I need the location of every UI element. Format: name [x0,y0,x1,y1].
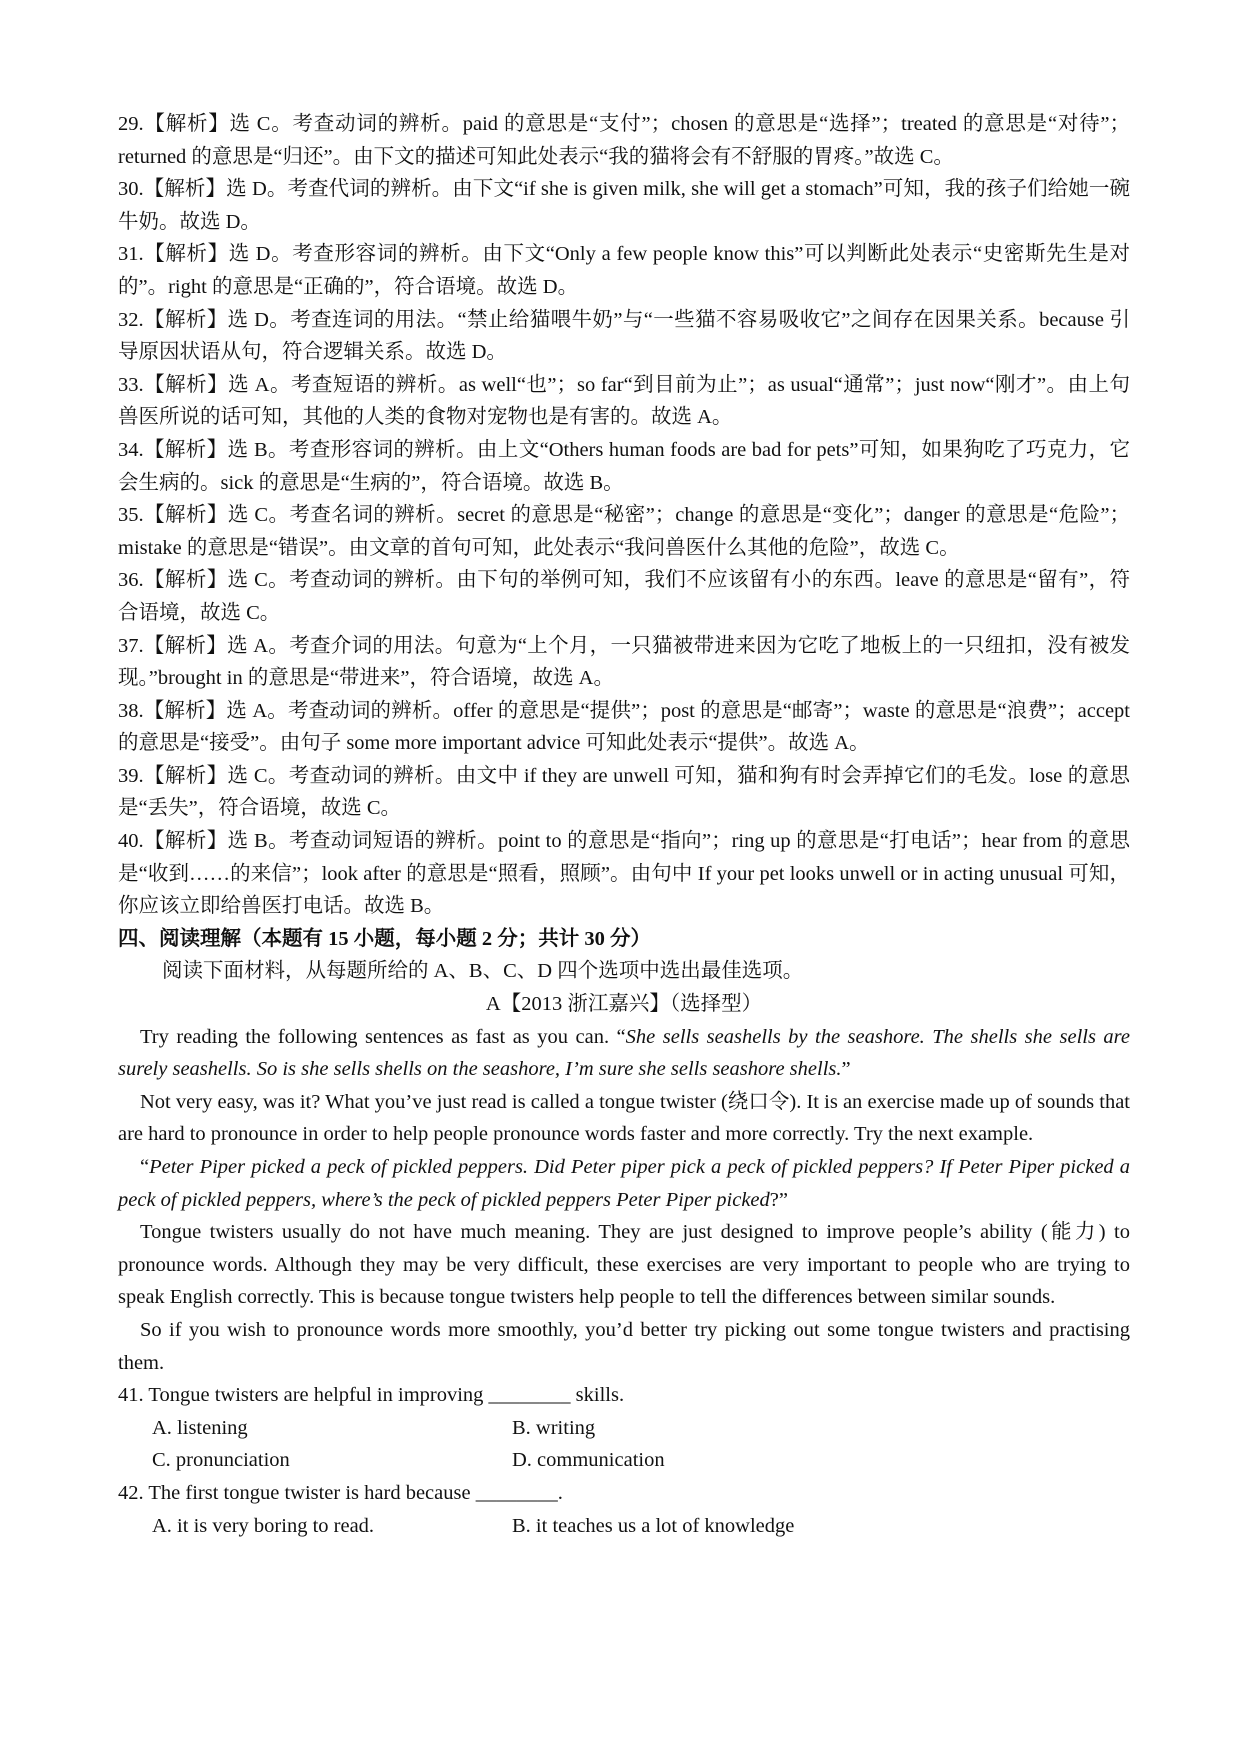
answer-38: 38.【解析】选 A。考查动词的辨析。offer 的意思是“提供”；post 的意思是“邮寄”；waste 的意思是“浪费”；accept 的意思是“接受”。由句子 some more important advice 可知此处表示“提供”。故选 A。 [118,699,1130,755]
question-41-options-row-1 [118,1412,1130,1445]
question-42-stem: 42. The first tongue twister is hard because ________. [118,1481,563,1504]
p3-italic: Peter Piper picked a peck of pickled peppers. Did Peter piper pick a peck of pickled peppers? If Peter Piper picked a peck of pickled peppers, where’s the peck of pickled peppers Peter Piper picked [118,1156,1130,1211]
answer-33: 33.【解析】选 A。考查短语的辨析。as well“也”；so far“到目前为止”；as usual“通常”；just now“刚才”。由上句兽医所说的话可知，其他的人类的食物对宠物也是有害的。故选 A。 [118,373,1130,429]
passage-paragraph-1 [118,1021,1130,1086]
question-41-options-row-2 [118,1444,1130,1477]
question-42-options-row-1 [118,1510,1130,1543]
option-41-d: D. communication [512,1449,665,1472]
answer-29: 29.【解析】选 C。考查动词的辨析。paid 的意思是“支付”；chosen 的意思是“选择”；treated 的意思是“对待”；returned 的意思是“归还”。由下文的描述可知此处表示“我的猫将会有不舒服的胃疼。”故选 C。 [118,113,1130,168]
passage-title: A【2013 浙江嘉兴】（选择型） [485,993,763,1016]
section-heading: 四、阅读理解（本题有 15 小题，每小题 2 分；共计 30 分） [118,927,651,950]
option-41-c: C. pronunciation [152,1449,290,1472]
passage-paragraph-2: Not very easy, was it? What you’ve just read is called a tongue twister (绕口令). It is an exercise made up of sounds that are hard to pronounce in order to help people pronounce words faster and more correctly. Try the next example. [118,1090,1130,1146]
p3-tail: ?” [769,1188,788,1211]
p1-tail: ” [841,1058,851,1081]
passage-paragraph-5: So if you wish to pronounce words more smoothly, you’d better try picking out some tongue twisters and practising them. [118,1318,1130,1374]
answer-36: 36.【解析】选 C。考查动词的辨析。由下句的举例可知，我们不应该留有小的东西。leave 的意思是“留有”，符合语境，故选 C。 [118,569,1130,624]
passage-paragraph-3 [118,1151,1130,1216]
answer-32: 32.【解析】选 D。考查连词的用法。“禁止给猫喂牛奶”与“一些猫不容易吸收它”之间存在因果关系。because 引导原因状语从句，符合逻辑关系。故选 D。 [118,308,1130,364]
question-41-stem: 41. Tongue twisters are helpful in improving ________ skills. [118,1384,625,1407]
answer-34: 34.【解析】选 B。考查形容词的辨析。由上文“Others human foods are bad for pets”可知，如果狗吃了巧克力，它会生病的。sick 的意思是“生病的”，符合语境。故选 B。 [118,438,1130,494]
p3-lead: “ [140,1156,150,1178]
answer-40: 40.【解析】选 B。考查动词短语的辨析。point to 的意思是“指向”；ring up 的意思是“打电话”；hear from 的意思是“收到……的来信”；look after 的意思是“照看，照顾”。由句中 If your pet looks unwell or in acting unusual 可知，你应该立即给兽医打电话。故选 B。 [118,830,1130,918]
answer-39: 39.【解析】选 C。考查动词的辨析。由文中 if they are unwell 可知，猫和狗有时会弄掉它们的毛发。lose 的意思是“丢失”，符合语境，故选 C。 [118,764,1130,820]
answer-35: 35.【解析】选 C。考查名词的辨析。secret 的意思是“秘密”；change 的意思是“变化”；danger 的意思是“危险”；mistake 的意思是“错误”。由文章的首句可知，此处表示“我问兽医什么其他的危险”，故选 C。 [118,504,1130,559]
section-instruction: 阅读下面材料，从每题所给的 A、B、C、D 四个选项中选出最佳选项。 [162,960,804,983]
document-page [118,108,1130,1542]
p1-italic: She sells seashells by the seashore. The shells she sells are surely seashells. So is she sells shells on the seashore, I’m sure she sells seashore shells. [118,1025,1130,1081]
answer-37: 37.【解析】选 A。考查介词的用法。句意为“上个月，一只猫被带进来因为它吃了地板上的一只纽扣，没有被发现。”brought in 的意思是“带进来”，符合语境，故选 A。 [118,634,1130,690]
p1-lead: Try reading the following sentences as fast as you can. “ [140,1025,626,1048]
option-41-a: A. listening [152,1416,248,1439]
answer-30: 30.【解析】选 D。考查代词的辨析。由下文“if she is given milk, she will get a stomach”可知，我的孩子们给她一碗牛奶。故选 D。 [118,178,1130,233]
option-42-a: A. it is very boring to read. [152,1514,375,1537]
option-42-b: B. it teaches us a lot of knowledge [512,1514,795,1537]
option-41-b: B. writing [512,1416,596,1439]
answer-31: 31.【解析】选 D。考查形容词的辨析。由下文“Only a few people know this”可以判断此处表示“史密斯先生是对的”。right 的意思是“正确的”，符合语境。故选 D。 [118,243,1130,298]
passage-paragraph-4: Tongue twisters usually do not have much meaning. They are just designed to improve people’s ability (能力) to pronounce words. Although they may be very difficult, these exercises are very important to people who are trying to speak English correctly. This is because tongue twisters help people to tell the differences between similar sounds. [118,1221,1130,1309]
